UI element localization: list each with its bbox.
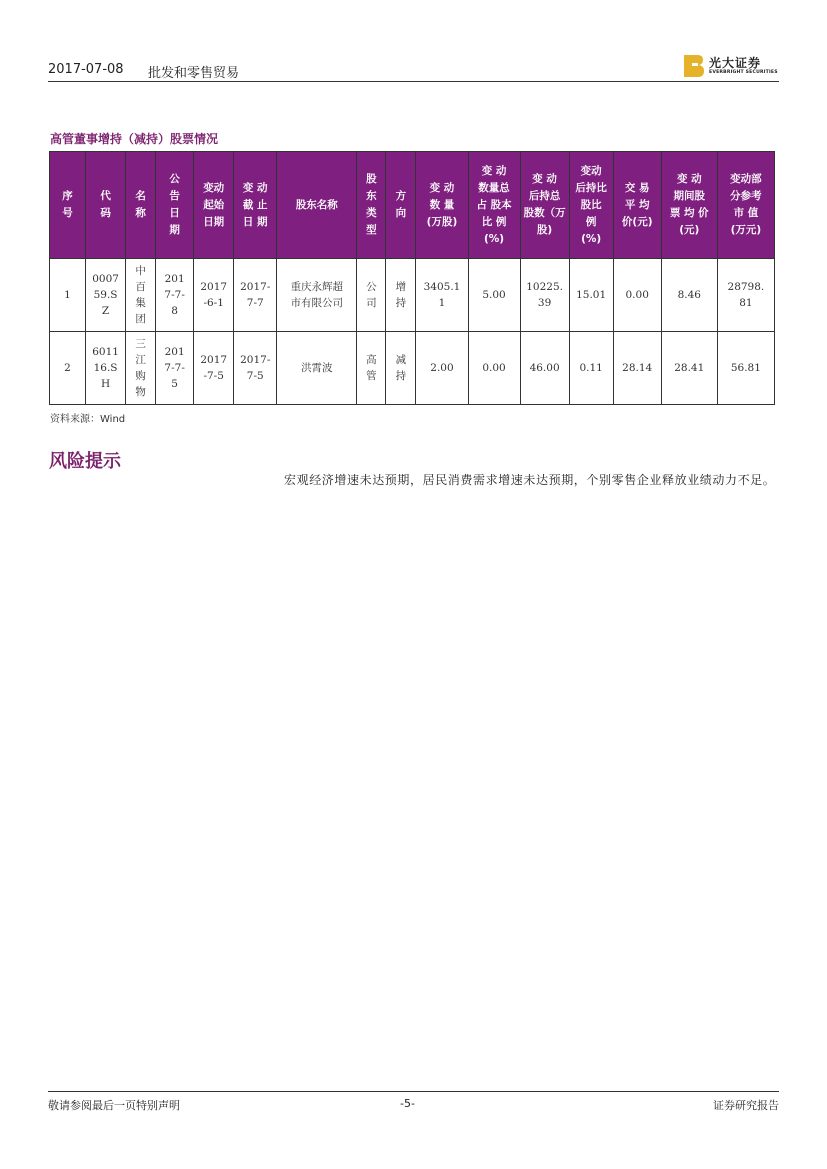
table-cell: 0.00 [468, 332, 520, 405]
col-header: 变 动 截 止 日 期 [234, 152, 277, 259]
table-header-row [50, 152, 775, 259]
table-cell: 28798. 81 [717, 259, 774, 332]
table-cell: 增 持 [386, 259, 416, 332]
table-cell: 15.01 [569, 259, 613, 332]
col-header: 变动 后持比 股比 例 (%) [569, 152, 613, 259]
col-header: 变动部 分参考 市 值 (万元) [717, 152, 774, 259]
table-cell: 8.46 [661, 259, 717, 332]
header-divider [48, 81, 779, 82]
holdings-table [49, 151, 775, 405]
table-cell: 56.81 [717, 332, 774, 405]
table-cell: 2017 -6-1 [194, 259, 234, 332]
footer-disclaimer: 敬请参阅最后一页特别声明 [48, 1099, 180, 1112]
table-cell: 28.41 [661, 332, 717, 405]
risk-section-title: 风险提示 [49, 451, 121, 472]
table-cell: 减 持 [386, 332, 416, 405]
table-cell: 28.14 [613, 332, 661, 405]
col-header: 名 称 [126, 152, 156, 259]
table-cell: 201 7-7- 8 [156, 259, 194, 332]
col-header: 变 动 数量总 占 股本 比 例 (%) [468, 152, 520, 259]
table-cell: 0.11 [569, 332, 613, 405]
page-number: -5- [400, 1097, 415, 1110]
header-date: 2017-07-08 [48, 62, 124, 77]
col-header: 变 动 后持总 股数（万 股) [520, 152, 569, 259]
table-cell: 3405.1 1 [416, 259, 468, 332]
table-cell: 46.00 [520, 332, 569, 405]
table-cell: 2.00 [416, 332, 468, 405]
footer-divider [48, 1091, 779, 1092]
col-header: 代 码 [86, 152, 126, 259]
table-row [50, 259, 775, 332]
table-title: 高管董事增持（减持）股票情况 [50, 132, 219, 146]
table-cell: 10225. 39 [520, 259, 569, 332]
table-source-note: 资料来源：Wind [50, 414, 126, 425]
table-cell: 中 百 集 团 [126, 259, 156, 332]
table-cell: 6011 16.S H [86, 332, 126, 405]
logo-text-en: EVERBRIGHT SECURITIES [709, 70, 778, 75]
table-cell: 高 管 [357, 332, 386, 405]
table-cell: 2 [50, 332, 86, 405]
company-logo [683, 54, 779, 80]
table-cell: 2017 -7-5 [194, 332, 234, 405]
col-header: 交 易 平 均 价(元) [613, 152, 661, 259]
col-header: 变动 起始 日期 [194, 152, 234, 259]
col-header: 变 动 数 量 (万股) [416, 152, 468, 259]
table-cell: 重庆永辉超 市有限公司 [277, 259, 357, 332]
risk-section-text: 宏观经济增速未达预期，居民消费需求增速未达预期，个别零售企业释放业绩动力不足。 [284, 473, 776, 487]
col-header: 方 向 [386, 152, 416, 259]
table-cell: 201 7-7- 5 [156, 332, 194, 405]
table-cell: 2017- 7-5 [234, 332, 277, 405]
table-cell: 2017- 7-7 [234, 259, 277, 332]
header-sector: 批发和零售贸易 [148, 66, 240, 81]
table-row [50, 332, 775, 405]
col-header: 股东名称 [277, 152, 357, 259]
table-cell: 0.00 [613, 259, 661, 332]
col-header: 序 号 [50, 152, 86, 259]
col-header: 股 东 类 型 [357, 152, 386, 259]
footer-report-type: 证券研究报告 [713, 1099, 779, 1112]
col-header: 公 告 日 期 [156, 152, 194, 259]
table-cell: 0007 59.S Z [86, 259, 126, 332]
table-cell: 1 [50, 259, 86, 332]
table-cell: 5.00 [468, 259, 520, 332]
table-cell: 三 江 购 物 [126, 332, 156, 405]
table-cell: 公 司 [357, 259, 386, 332]
col-header: 变 动 期间股 票 均 价 (元) [661, 152, 717, 259]
table-cell: 洪霄波 [277, 332, 357, 405]
logo-text-cn: 光大证券 [709, 56, 762, 70]
everbright-logo-icon [683, 54, 705, 78]
